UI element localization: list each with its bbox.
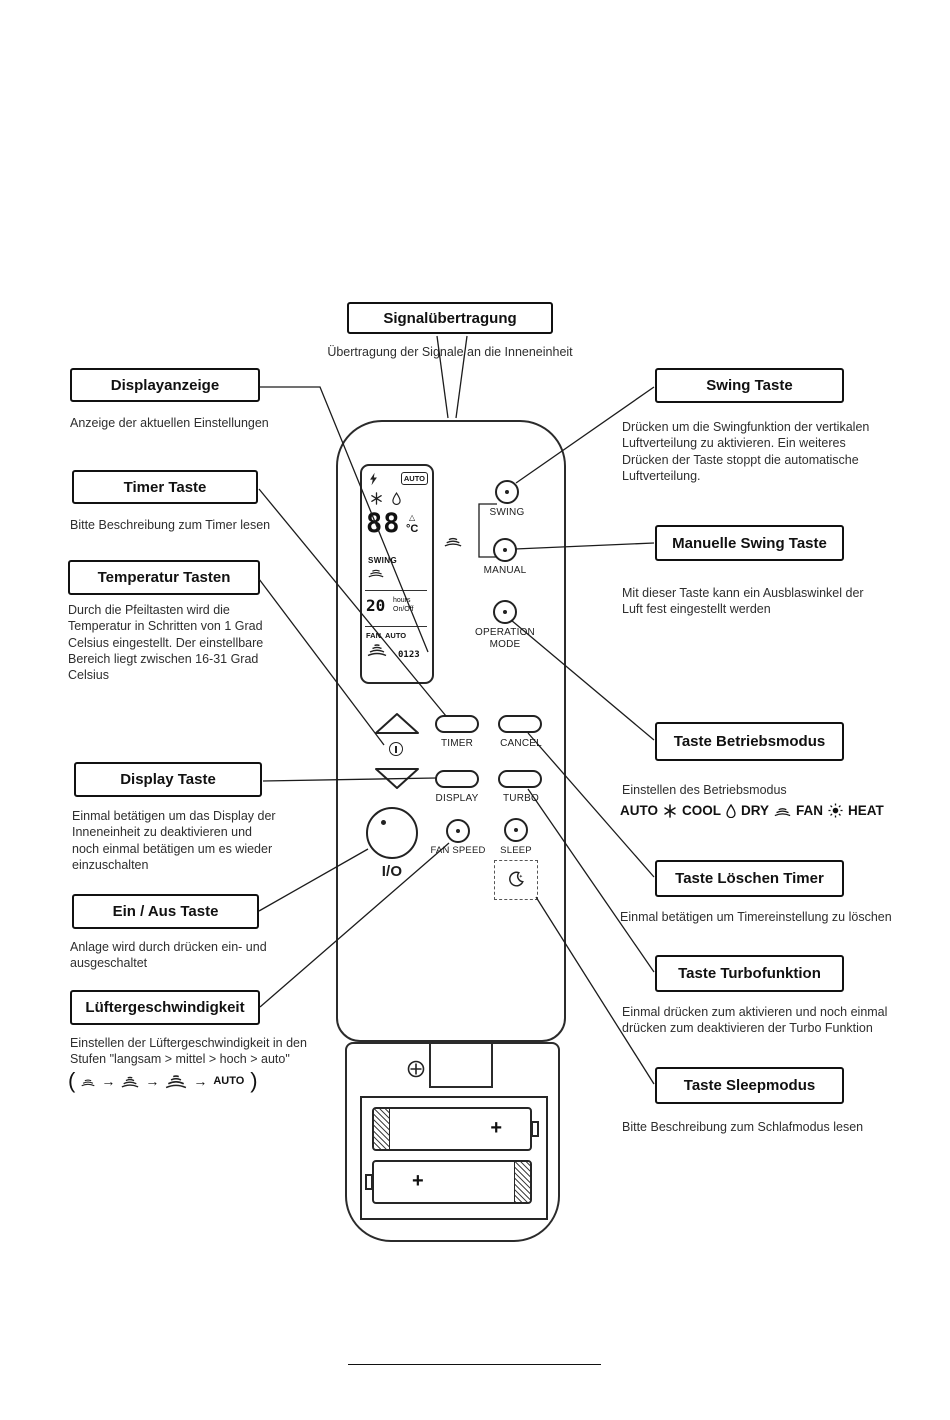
paren-close: ): [250, 1068, 258, 1093]
power-caption: Anlage wird durch drücken ein- und ausgeschaltet: [70, 940, 267, 971]
battery-plus: +: [412, 1170, 424, 1192]
temp-down-button: [374, 767, 420, 790]
cancel-button-label: CANCEL: [500, 738, 542, 749]
screw-icon: [407, 1060, 425, 1078]
cancel-timer-caption: Einmal betätigen um Timereinstellung zu löschen: [620, 910, 892, 924]
lcd-timer-value: 20: [366, 596, 386, 615]
battery-terminal: [365, 1174, 373, 1190]
lcd-fan-mode: AUTO: [385, 631, 407, 640]
temp-up-button: [374, 712, 420, 735]
compartment-notch: [429, 1042, 493, 1088]
arrow-icon: →: [193, 1073, 208, 1089]
label-sleep-title: Taste Sleepmodus: [683, 1077, 816, 1094]
fan-icon: [774, 804, 791, 817]
mode-auto-label: AUTO: [620, 803, 659, 818]
manual-swing-button: [493, 538, 517, 562]
turbo-button: [498, 770, 542, 788]
fan-auto-label: AUTO: [213, 1075, 245, 1087]
lcd-delta: △: [409, 513, 416, 522]
lcd-swing-label: SWING: [368, 556, 398, 565]
lcd-timer-onoff: On/Off: [393, 606, 414, 613]
timer-caption: Bitte Beschreibung zum Timer lesen: [70, 518, 271, 532]
display-button-caption: Einmal betätigen um das Display der Inneneinheit zu deaktivieren und noch einmal betätigen um es wieder einzuschalten: [72, 809, 276, 872]
display-button-label: DISPLAY: [435, 793, 479, 804]
label-display-button-box: [74, 762, 262, 797]
label-fan-speed-box: [70, 990, 260, 1025]
sleep-button: [504, 818, 528, 842]
mode-cool-label: COOL: [682, 803, 722, 818]
turbo-caption: Einmal drücken zum aktivieren und noch einmal drücken zum deaktivieren der Turbo Funktion: [622, 1005, 888, 1036]
label-signal-box: [347, 302, 553, 334]
label-power-box: [72, 894, 259, 929]
swing-airflow-icon: [368, 566, 384, 578]
paren-open: (: [68, 1068, 76, 1093]
lcd-auto-badge: AUTO: [401, 472, 428, 485]
moon-icon: [507, 871, 525, 889]
swing-button: [495, 480, 519, 504]
operation-label-line1: OPERATION: [475, 627, 535, 638]
label-fan-speed-title: Lüftergeschwindigkeit: [85, 999, 245, 1016]
timer-button-label: TIMER: [440, 738, 474, 749]
swing-caption: Drücken um die Swingfunktion der vertikalen Luftverteilung zu aktivieren. Ein weiteres Drücken der Taste stoppt die automatische Luftverteilung.: [622, 420, 870, 483]
sun-icon: [828, 803, 843, 818]
battery-terminal: [531, 1121, 539, 1137]
battery-compartment: [345, 1042, 560, 1242]
power-button: [366, 807, 418, 859]
lightning-icon: [369, 472, 378, 486]
signal-caption: Übertragung der Signale an die Inneneinheit: [327, 345, 573, 359]
lcd-temp-unit: °C: [406, 523, 419, 535]
mode-row: [620, 803, 884, 818]
sleep-caption: Bitte Beschreibung zum Schlafmodus lesen: [622, 1120, 864, 1134]
power-button-label: I/O: [381, 863, 403, 880]
label-operation-mode-box: [655, 722, 844, 761]
manual-swing-button-label: MANUAL: [483, 565, 527, 576]
label-manual-swing-title: Manuelle Swing Taste: [672, 534, 827, 552]
label-manual-swing-box: [655, 525, 844, 561]
temperature-caption: Durch die Pfeiltasten wird die Temperatur in Schritten von 1 Grad Celsius eingestellt. Der einstellbare Bereich liegt zwischen 16-31 Grad Celsius: [68, 603, 264, 682]
label-sleep-box: [655, 1067, 844, 1104]
mode-fan-label: FAN: [796, 803, 824, 818]
arrow-icon: →: [101, 1073, 116, 1089]
mode-dry-label: DRY: [741, 803, 770, 818]
fan-speed-caption: Einstellen der Lüftergeschwindigkeit in den Stufen "langsam > mittel > hoch > auto": [70, 1036, 307, 1067]
lcd-divider: [365, 626, 427, 627]
fan-speed-button: [446, 819, 470, 843]
page-footer-rule: [348, 1364, 601, 1365]
label-temperature-box: [68, 560, 260, 595]
manual-swing-icon: [444, 534, 462, 547]
battery-holder: [360, 1096, 548, 1220]
fan-speed-button-label: FAN SPEED: [430, 845, 486, 856]
fan-speed-sequence: [68, 1068, 258, 1094]
cancel-button: [498, 715, 542, 733]
battery-cell: [372, 1107, 532, 1151]
label-temperature-title: Temperatur Tasten: [97, 569, 231, 586]
label-cancel-timer-box: [655, 860, 844, 897]
label-signal-title: Signalübertragung: [383, 309, 517, 327]
manual-swing-caption: Mit dieser Taste kann ein Ausblaswinkel der Luft fest eingestellt werden: [622, 586, 864, 617]
battery-contact-hatch: [514, 1162, 530, 1202]
label-turbo-title: Taste Turbofunktion: [678, 965, 821, 982]
lcd-fan-label: FAN: [366, 631, 381, 640]
label-swing-box: [655, 368, 844, 403]
lcd-digits: 0123: [398, 650, 420, 660]
display-readout-caption: Anzeige der aktuellen Einstellungen: [70, 416, 269, 430]
label-turbo-box: [655, 955, 844, 992]
label-swing-title: Swing Taste: [706, 377, 793, 394]
snowflake-icon: [663, 804, 677, 818]
remote-control: [336, 420, 566, 1042]
operation-label-line2: MODE: [489, 638, 521, 650]
swing-button-label: SWING: [489, 507, 525, 518]
mode-heat-label: HEAT: [848, 803, 884, 818]
label-display-button-title: Display Taste: [120, 771, 216, 788]
label-display-readout-title: Displayanzeige: [110, 376, 220, 394]
drop-icon: [726, 804, 736, 818]
operation-mode-caption: Einstellen des Betriebsmodus: [622, 783, 787, 797]
label-timer-box: [72, 470, 258, 504]
fan-level-3-icon: [165, 1073, 187, 1089]
display-button: [435, 770, 479, 788]
battery-plus: +: [490, 1117, 502, 1139]
lcd-divider: [365, 590, 427, 591]
label-operation-mode-title: Taste Betriebsmodus: [673, 733, 826, 750]
operation-mode-button: [493, 600, 517, 624]
label-timer-title: Timer Taste: [123, 478, 207, 496]
fan-level-1-icon: [81, 1076, 95, 1087]
label-display-readout-box: [70, 368, 260, 402]
label-power-title: Ein / Aus Taste: [112, 903, 219, 920]
snowflake-icon: [370, 492, 383, 505]
turbo-button-label: TURBO: [503, 793, 539, 804]
label-cancel-timer-title: Taste Löschen Timer: [675, 870, 824, 887]
timer-button: [435, 715, 479, 733]
sleep-button-label: SLEEP: [500, 845, 532, 856]
drop-icon: [392, 492, 401, 505]
operation-mode-button-label: [462, 627, 548, 650]
sleep-mode-box: [494, 860, 538, 900]
lcd-temperature: 88: [366, 508, 401, 539]
lcd-display: [360, 464, 434, 684]
fan-level-2-icon: [121, 1075, 139, 1088]
arrow-icon: →: [145, 1073, 160, 1089]
battery-contact-hatch: [374, 1109, 390, 1149]
indicator-icon: [389, 742, 403, 756]
fan-airflow-icon: [367, 642, 387, 657]
lcd-timer-hours: hours: [393, 597, 411, 604]
battery-cell: [372, 1160, 532, 1204]
